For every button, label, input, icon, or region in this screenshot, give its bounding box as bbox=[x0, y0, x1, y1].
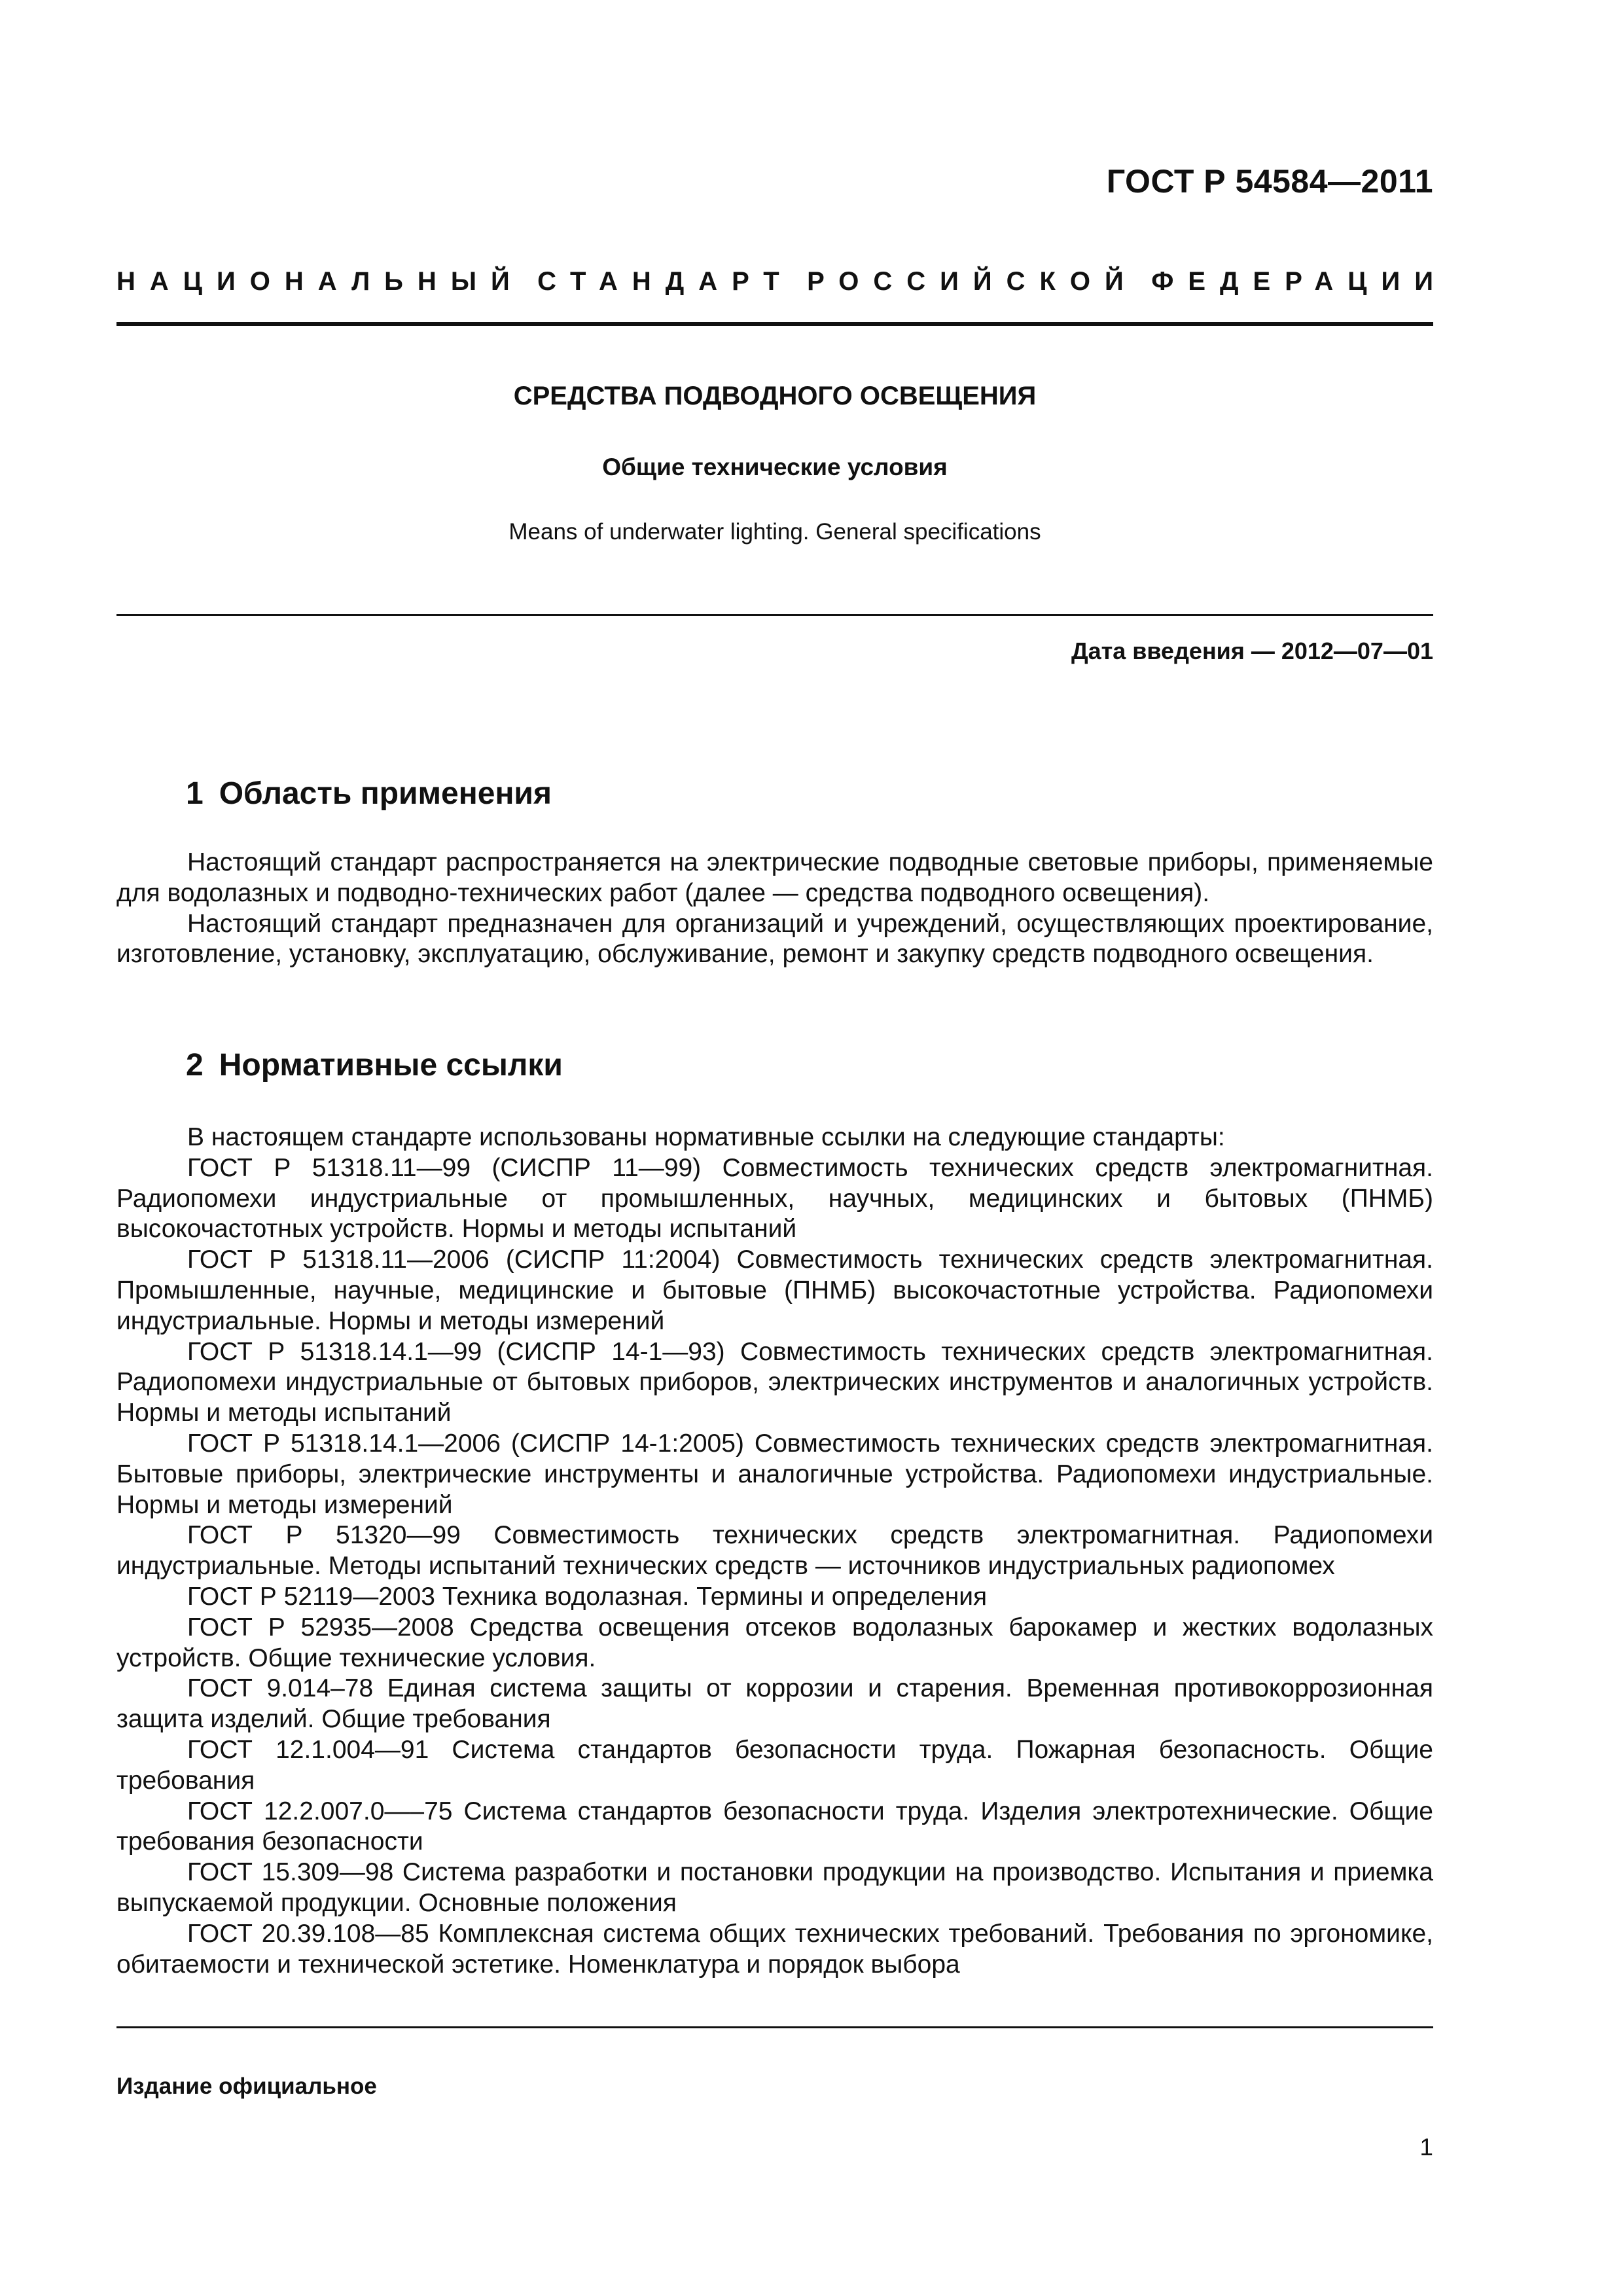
document-subtitle: Общие технические условия bbox=[602, 454, 948, 480]
national-header-word: НАЦИОНАЛЬНЫЙ bbox=[116, 267, 524, 296]
page-number: 1 bbox=[1419, 2134, 1433, 2161]
national-header-word: ФЕДЕРАЦИИ bbox=[1151, 267, 1448, 296]
reference-paragraph: ГОСТ Р 51318.11—99 (СИСПР 11—99) Совместимость технических средств электромагнитная. Радиопомехи индустриальные от промышленных, научных, медицинских и бытовых (ПНМБ) высокочастотных устройств. Нормы и методы испытаний bbox=[116, 1153, 1433, 1244]
national-header-word: СТАНДАРТ bbox=[537, 267, 794, 296]
document-title: СРЕДСТВА ПОДВОДНОГО ОСВЕЩЕНИЯ bbox=[513, 382, 1037, 410]
document-page bbox=[116, 0, 1448, 2296]
title-divider bbox=[116, 614, 1433, 616]
reference-paragraph: ГОСТ Р 51318.14.1—2006 (СИСПР 14-1:2005) Совместимость технических средств электромагнитная. Бытовые приборы, электрические инструменты и аналогичные устройства. Радиопомехи индустриальные. Нормы и методы измерений bbox=[116, 1429, 1433, 1519]
reference-paragraph: ГОСТ 15.309—98 Система разработки и постановки продукции на производство. Испытания и приемка выпускаемой продукции. Основные положения bbox=[116, 1858, 1433, 1917]
paragraph: Настоящий стандарт распространяется на электрические подводные световые приборы, применяемые для водолазных и подводно-технических работ (далее — средства подводного освещения). bbox=[116, 848, 1433, 907]
section-title: Нормативные ссылки bbox=[219, 1048, 563, 1083]
document-number: ГОСТ Р 54584—2011 bbox=[1106, 163, 1433, 200]
national-standard-header bbox=[116, 267, 1448, 296]
section-number: 2 bbox=[186, 1048, 204, 1083]
reference-paragraph: ГОСТ Р 51320—99 Совместимость технических средств электромагнитная. Радиопомехи индустриальные. Методы испытаний технических средств — источников индустриальных радиопомех bbox=[116, 1521, 1433, 1581]
paragraph: Настоящий стандарт предназначен для организаций и учреждений, осуществляющих проектирование, изготовление, установку, эксплуатацию, обслуживание, ремонт и закупку средств подводного освещения. bbox=[116, 909, 1433, 969]
footer-divider bbox=[116, 2026, 1433, 2028]
national-header-word: РОССИЙСКОЙ bbox=[807, 267, 1138, 296]
section-2-heading bbox=[186, 1047, 563, 1083]
section-title: Область применения bbox=[219, 776, 552, 811]
section-number: 1 bbox=[186, 776, 204, 811]
official-edition-label: Издание официальное bbox=[116, 2073, 377, 2099]
reference-paragraph: В настоящем стандарте использованы нормативные ссылки на следующие стандарты: bbox=[187, 1123, 1225, 1151]
reference-paragraph: ГОСТ 12.1.004—91 Система стандартов безопасности труда. Пожарная безопасность. Общие требования bbox=[116, 1735, 1433, 1795]
reference-paragraph: ГОСТ Р 51318.11—2006 (СИСПР 11:2004) Совместимость технических средств электромагнитная. Промышленные, научные, медицинские и бытовые (ПНМБ) высокочастотные устройства. Радиопомехи индустриальные. Нормы и методы измерений bbox=[116, 1246, 1433, 1335]
introduction-date: Дата введения — 2012—07—01 bbox=[1071, 637, 1433, 664]
reference-paragraph: ГОСТ 20.39.108—85 Комплексная система общих технических требований. Требования по эргономике, обитаемости и технической эстетике. Номенклатура и порядок выбора bbox=[116, 1919, 1433, 1979]
reference-paragraph: ГОСТ Р 52935—2008 Средства освещения отсеков водолазных барокамер и жестких водолазных устройств. Общие технические условия. bbox=[116, 1613, 1433, 1672]
reference-paragraph: ГОСТ 9.014–78 Единая система защиты от коррозии и старения. Временная противокоррозионная защита изделий. Общие требования bbox=[116, 1674, 1433, 1734]
reference-paragraph: ГОСТ 12.2.007.0—–75 Система стандартов безопасности труда. Изделия электротехнические. Общие требования безопасности bbox=[116, 1797, 1433, 1856]
section-1-body bbox=[116, 848, 1433, 970]
section-1-heading bbox=[186, 776, 552, 812]
reference-paragraph: ГОСТ Р 52119—2003 Техника водолазная. Термины и определения bbox=[187, 1582, 988, 1611]
reference-paragraph: ГОСТ Р 51318.14.1—99 (СИСПР 14-1—93) Совместимость технических средств электромагнитная. Радиопомехи индустриальные от бытовых приборов, электрических инструментов и аналогичных устройств. Нормы и методы испытаний bbox=[116, 1337, 1433, 1427]
section-2-body bbox=[116, 1122, 1433, 1980]
header-divider bbox=[116, 322, 1433, 326]
document-title-english: Means of underwater lighting. General specifications bbox=[508, 519, 1041, 545]
